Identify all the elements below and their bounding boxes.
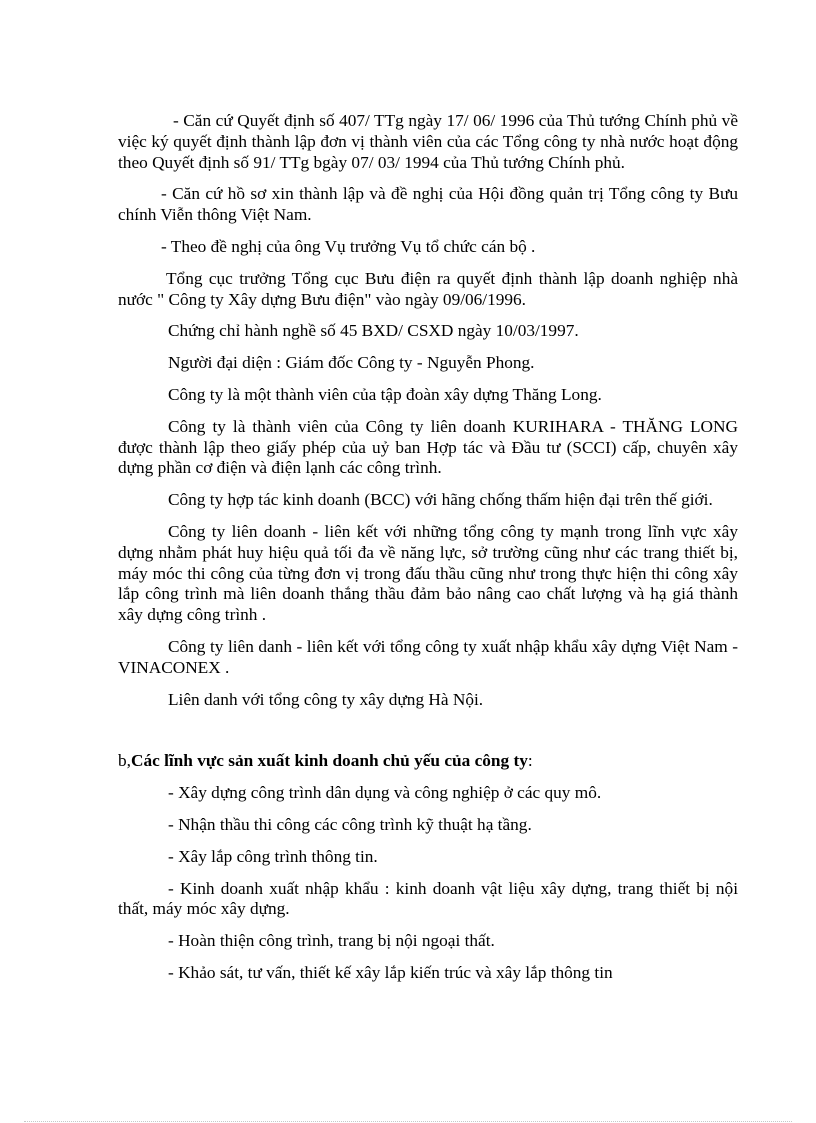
section-b-prefix: b,	[118, 751, 131, 771]
paragraph-decision-407: - Căn cứ Quyết định số 407/ TTg ngày 17/ 06/ 1996 của Thủ tướng Chính phủ về việc ký quyết định thành lập đơn vị thành viên của các Tổng công ty nhà nước hoạt động theo Quyết định số 91/ TTg bgày 07/ 03/ 1994 của Thủ tướng Chính phủ.	[118, 111, 738, 172]
list-item: - Hoàn thiện công trình, trang bị nội ngoại thất.	[168, 931, 495, 951]
list-item: - Khảo sát, tư vấn, thiết kế xây lắp kiến trúc và xây lắp thông tin	[168, 962, 613, 982]
list-item: - Xây dựng công trình dân dụng và công nghiệp ở các quy mô.	[168, 783, 602, 803]
paragraph-member-thang-long: Công ty là một thành viên của tập đoàn xây dựng Thăng Long.	[168, 384, 602, 404]
list-item: - Kinh doanh xuất nhập khẩu : kinh doanh vật liệu xây dựng, trang thiết bị nội thất, máy móc xây dựng.	[118, 878, 738, 919]
paragraph-kurihara: Công ty là thành viên của Công ty liên doanh KURIHARA - THĂNG LONG được thành lập theo giấy phép của uỷ ban Hợp tác và Đầu tư (SCCI) cấp, chuyên xây dựng phần cơ điện và điện lạnh các công trình.	[118, 416, 738, 478]
paragraph-joint-venture: Công ty liên doanh - liên kết với những tổng công ty mạnh trong lĩnh vực xây dựng nhằm phát huy hiệu quả tối đa về năng lực, sở trường cũng như các trang thiết bị, máy móc thi công của từng đơn vị trong đấu thầu cũng như trong thực hiện thi công xây lắp công trình mà liên doanh thắng thầu đảm bảo nâng cao chất lượng và hạ giá thành xây dựng công trình .	[118, 521, 738, 625]
document-body	[118, 111, 738, 995]
section-b-suffix: :	[527, 751, 533, 771]
paragraph-bcc: Công ty hợp tác kinh doanh (BCC) với hãng chống thấm hiện đại trên thế giới.	[168, 490, 713, 510]
list-item: - Nhận thầu thi công các công trình kỹ thuật hạ tầng.	[168, 814, 532, 834]
paragraph-proposal: - Theo đề nghị của ông Vụ trưởng Vụ tổ chức cán bộ .	[161, 236, 536, 256]
section-spacer	[118, 721, 738, 751]
section-b-heading	[118, 751, 738, 772]
paragraph-vinaconex: Công ty liên danh - liên kết với tổng công ty xuất nhập khẩu xây dựng Việt Nam - VINACONEX .	[118, 636, 738, 677]
paragraph-hanoi: Liên danh với tổng công ty xây dựng Hà Nội.	[168, 689, 484, 709]
paragraph-application-dossier: - Căn cứ hồ sơ xin thành lập và đề nghị của Hội đồng quản trị Tổng công ty Bưu chính Viễn thông Việt Nam.	[118, 184, 738, 225]
paragraph-representative: Người đại diện : Giám đốc Công ty - Nguyễn Phong.	[168, 353, 535, 373]
page-bottom-divider	[24, 1121, 792, 1122]
paragraph-certificate: Chứng chỉ hành nghề số 45 BXD/ CSXD ngày 10/03/1997.	[168, 321, 579, 341]
section-b-title: Các lĩnh vực sản xuất kinh doanh chủ yếu của công ty	[130, 751, 528, 771]
paragraph-establishment: Tổng cục trưởng Tổng cục Bưu điện ra quyết định thành lập doanh nghiệp nhà nước " Công ty Xây dựng Bưu điện" vào ngày 09/06/1996.	[118, 268, 738, 309]
list-item: - Xây lắp công trình thông tin.	[168, 846, 378, 866]
